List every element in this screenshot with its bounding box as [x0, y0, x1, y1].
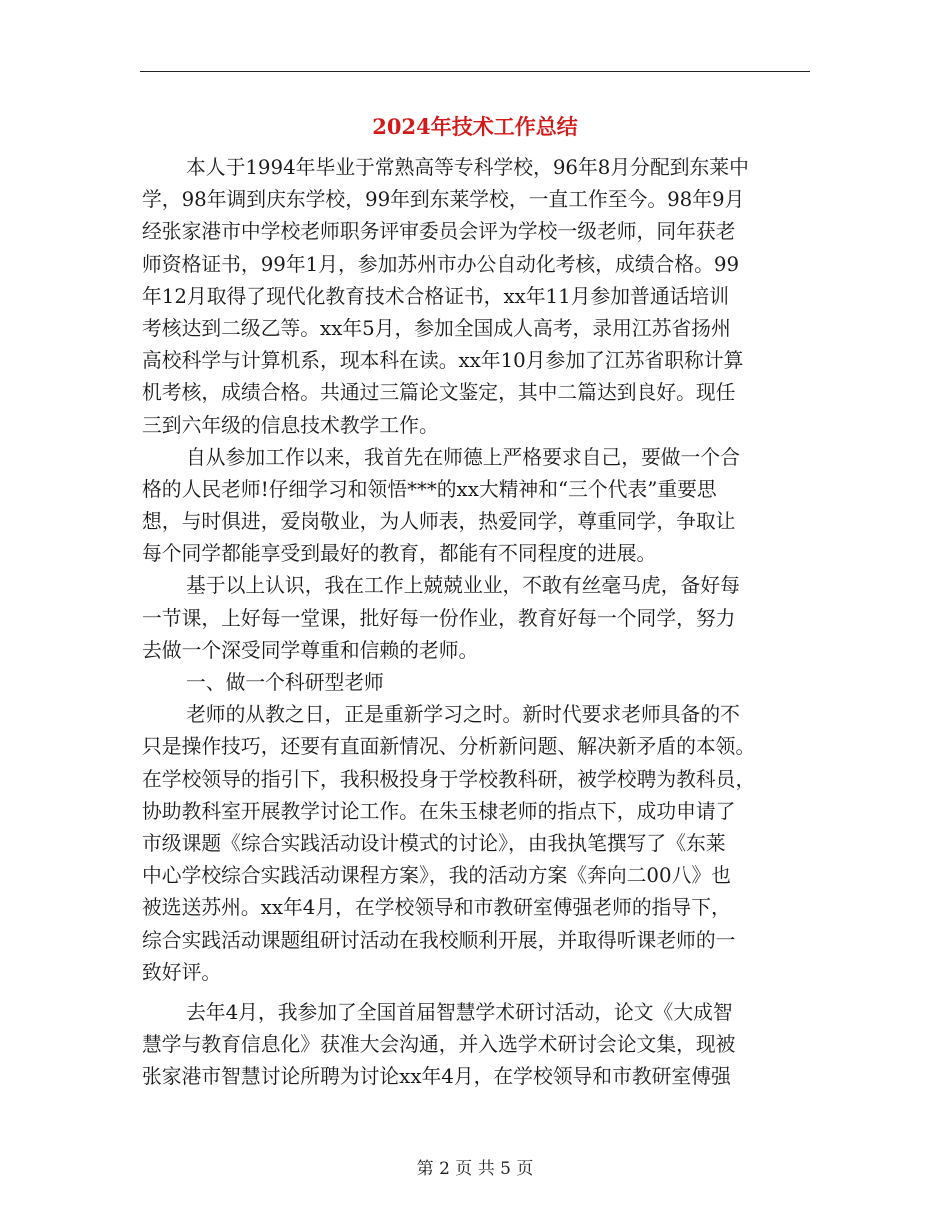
text-line: 致好评。 — [142, 960, 222, 984]
text-line: 协助教科室开展教学讨论工作。在朱玉棣老师的指点下，成功申请了 — [142, 799, 736, 823]
text-line: 考核达到二级乙等。xx年5月，参加全国成人高考，录用江苏省扬州 — [142, 316, 731, 340]
text-line: 只是操作技巧，还要有直面新情况、分析新问题、解决新矛盾的本领。 — [142, 735, 756, 759]
text-line: 三到六年级的信息技术教学工作。 — [142, 413, 439, 437]
text-line: 老师的从教之日，正是重新学习之时。新时代要求老师具备的不 — [186, 703, 740, 727]
text-line: 经张家港市中学校老师职务评审委员会评为学校一级老师，同年获老 — [142, 220, 736, 244]
text-line: 综合实践活动课题组研讨活动在我校顺利开展，并取得听课老师的一 — [142, 928, 736, 952]
document-body — [142, 152, 798, 1093]
text-line: 去年4月，我参加了全国首届智慧学术研讨活动，论文《大成智 — [186, 1000, 733, 1024]
text-line: 高校科学与计算机系，现本科在读。xx年10月参加了江苏省职称计算 — [142, 349, 744, 373]
text-line: 自从参加工作以来，我首先在师德上严格要求自己，要做一个合 — [186, 445, 740, 469]
text-line: 张家港市智慧讨论所聘为讨论xx年4月，在学校领导和市教研室傅强 — [142, 1065, 731, 1089]
text-line: 中心学校综合实践活动课程方案》，我的活动方案《奔向二00八》也 — [142, 864, 731, 888]
text-line: 市级课题《综合实践活动设计模式的讨论》，由我执笔撰写了《东莱 — [142, 831, 726, 855]
text-line: 本人于1994年毕业于常熟高等专科学校，96年8月分配到东莱中 — [186, 156, 749, 179]
document-title: 2024年技术工作总结 — [372, 114, 578, 139]
text-line: 基于以上认识，我在工作上兢兢业业，不敢有丝毫马虎，备好每 — [186, 574, 740, 598]
text-line: 去做一个深受同学尊重和信赖的老师。 — [142, 638, 479, 662]
text-line: 被选送苏州。xx年4月，在学校领导和市教研室傅强老师的指导下， — [142, 896, 731, 920]
text-line: 一、做一个科研型老师 — [186, 671, 384, 694]
text-line: 格的人民老师!仔细学习和领悟***的xx大精神和“三个代表”重要思 — [142, 477, 717, 501]
text-line: 学，98年调到庆东学校，99年到东莱学校，一直工作至今。98年9月 — [142, 188, 745, 212]
text-line: 一节课，上好每一堂课，批好每一份作业，教育好每一个同学，努力 — [142, 606, 736, 630]
text-line: 师资格证书，99年1月，参加苏州市办公自动化考核，成绩合格。99 — [142, 252, 740, 276]
header-rule — [140, 71, 810, 72]
paragraph-gap — [142, 989, 798, 997]
text-line: 每个同学都能享受到最好的教育，都能有不同程度的进展。 — [142, 542, 657, 566]
text-line: 在学校领导的指引下，我积极投身于学校教科研，被学校聘为教科员， — [142, 767, 756, 791]
page-footer: 第 2 页 共 5 页 — [416, 1159, 534, 1179]
text-line: 慧学与教育信息化》获准大会沟通，并入选学术研讨会论文集，现被 — [142, 1033, 736, 1057]
text-line: 机考核，成绩合格。共通过三篇论文鉴定，其中二篇达到良好。现任 — [142, 381, 736, 405]
text-line: 想，与时俱进，爱岗敬业，为人师表，热爱同学，尊重同学，争取让 — [142, 510, 736, 534]
text-line: 年12月取得了现代化教育技术合格证书，xx年11月参加普通话培训 — [142, 284, 729, 308]
